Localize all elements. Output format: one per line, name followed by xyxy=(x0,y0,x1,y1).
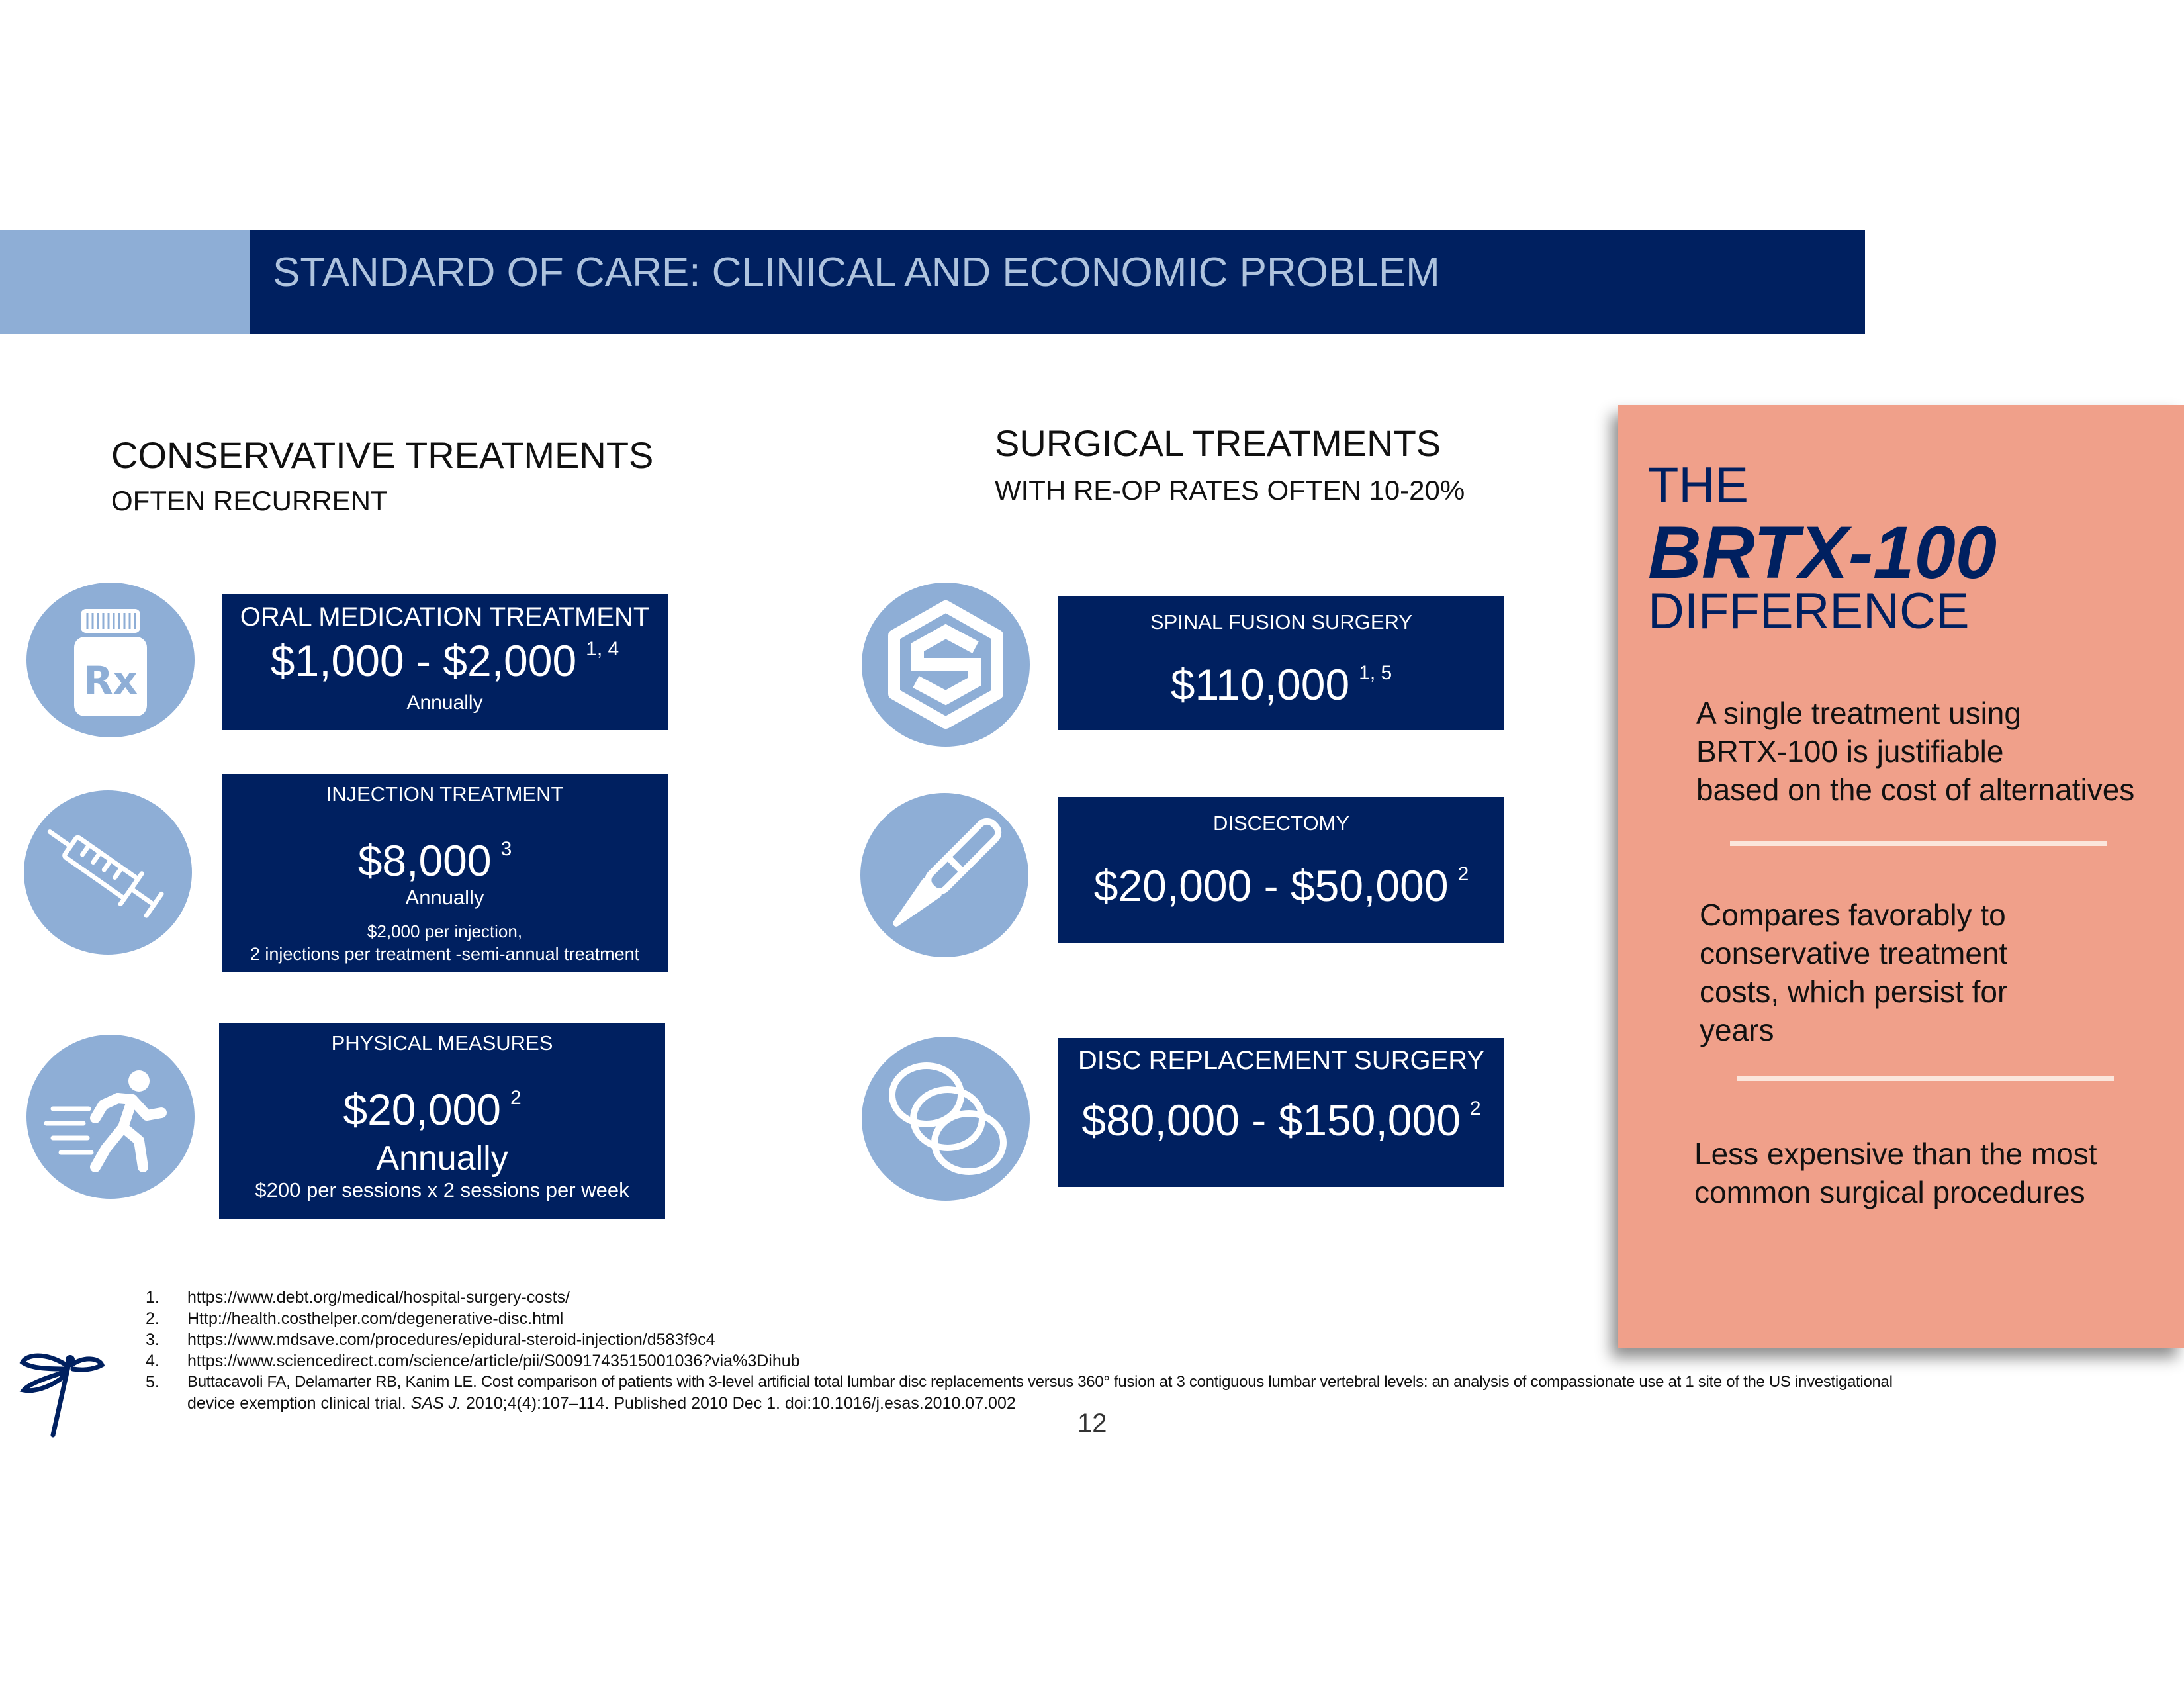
treatment-period: Annually xyxy=(406,692,483,714)
panel-difference: DIFFERENCE xyxy=(1648,583,1970,639)
reference-markers: 2 xyxy=(1469,1098,1481,1119)
panel-product-name: BRTX-100 xyxy=(1648,511,1997,594)
treatment-price: $1,000 - $2,000 $^{1, 4}$ xyxy=(270,636,619,685)
dragonfly-logo xyxy=(19,1342,105,1442)
spinal-fusion-card xyxy=(1058,596,1504,730)
treatment-price: $110,000 $^{1, 5}$ xyxy=(1170,660,1392,709)
conservative-subheading: OFTEN RECURRENT xyxy=(111,485,388,516)
panel-the: THE xyxy=(1648,457,1749,514)
reference-markers: 2 xyxy=(510,1087,522,1109)
syringe-icon xyxy=(24,790,192,955)
treatment-label: INJECTION TREATMENT xyxy=(326,782,564,806)
treatment-note: $200 per sessions x 2 sessions per week xyxy=(255,1178,629,1201)
treatment-price: $20,000 $^2$ xyxy=(343,1085,522,1134)
scalpel-icon xyxy=(860,793,1028,957)
conservative-heading: CONSERVATIVE TREATMENTS xyxy=(111,434,654,476)
reference-item: 3. https://www.mdsave.com/procedures/epidural-steroid-injection/d583f9c4 xyxy=(146,1331,715,1349)
injection-card xyxy=(222,774,668,972)
treatment-label: DISCECTOMY xyxy=(1212,812,1350,835)
panel-divider xyxy=(1737,1076,2114,1081)
treatment-label: PHYSICAL MEASURES xyxy=(331,1031,553,1055)
panel-point: Less expensive than the most common surgical procedures xyxy=(1694,1137,2097,1209)
svg-text:Rx: Rx xyxy=(83,658,138,703)
hexagon-s-icon xyxy=(862,583,1030,747)
reference-item: 1. https://www.debt.org/medical/hospital-surgery-costs/ xyxy=(146,1288,570,1307)
reference-markers: 1, 5 xyxy=(1359,662,1392,684)
surgical-heading: SURGICAL TREATMENTS xyxy=(995,422,1441,464)
reference-markers: 2 xyxy=(1457,863,1469,885)
discectomy-card xyxy=(1058,797,1504,943)
treatment-label: DISC REPLACEMENT SURGERY xyxy=(1077,1046,1485,1075)
reference-item: 2. Http://health.costhelper.com/degenerative-disc.html xyxy=(146,1309,564,1328)
reference-markers: 1, 4 xyxy=(586,638,619,660)
treatment-price: $80,000 - $150,000 $^2$ xyxy=(1081,1096,1481,1145)
oral-medication-card xyxy=(222,594,668,730)
treatment-label: SPINAL FUSION SURGERY xyxy=(1150,610,1413,633)
surgical-subheading: WITH RE-OP RATES OFTEN 10-20% xyxy=(995,475,1465,506)
panel-point: A single treatment using BRTX-100 is justifiable based on the cost of alternatives xyxy=(1696,696,2135,807)
references-list xyxy=(146,1287,2184,1419)
treatment-label: ORAL MEDICATION TREATMENT xyxy=(240,602,650,632)
reference-item: 4. https://www.sciencedirect.com/science/article/pii/S0091743515001036?via%3Dihub xyxy=(146,1352,800,1370)
disc-replacement-card xyxy=(1058,1038,1504,1187)
treatment-note: $2,000 per injection, xyxy=(367,921,523,941)
treatment-price: $8,000 $^3$ xyxy=(357,836,512,885)
reference-item: 5. Buttacavoli FA, Delamarter RB, Kanim LE. Cost comparison of patients with 3-level artificial total lumbar disc replacements versus 360° fusion at 3 contiguous lumbar vertebral levels: an analysis of compassionate use at 1 site of the US investigational device exemption clinical trial. SAS J. 2010;4(4):107–114. Published 2010 Dec 1. doi:10.1016/j.esas.2010.07.002 xyxy=(146,1373,1893,1413)
rings-icon xyxy=(862,1037,1030,1201)
page-number: 12 xyxy=(1077,1409,1107,1438)
reference-markers: 3 xyxy=(500,838,512,860)
treatment-note: 2 injections per treatment -semi-annual treatment xyxy=(250,944,640,964)
banner-accent xyxy=(0,230,250,334)
treatment-period: Annually xyxy=(405,886,484,909)
treatment-period: Annually xyxy=(376,1139,508,1178)
rx-bottle-icon xyxy=(26,583,195,737)
treatment-price: $20,000 - $50,000 $^2$ xyxy=(1093,861,1469,910)
physical-measures-card xyxy=(219,1023,665,1219)
page-title: STANDARD OF CARE: CLINICAL AND ECONOMIC PROBLEM xyxy=(273,250,1440,295)
running-person-icon xyxy=(26,1035,195,1199)
panel-point: Compares favorably to conservative treatment costs, which persist for years xyxy=(1700,898,2008,1047)
panel-divider xyxy=(1730,841,2107,846)
